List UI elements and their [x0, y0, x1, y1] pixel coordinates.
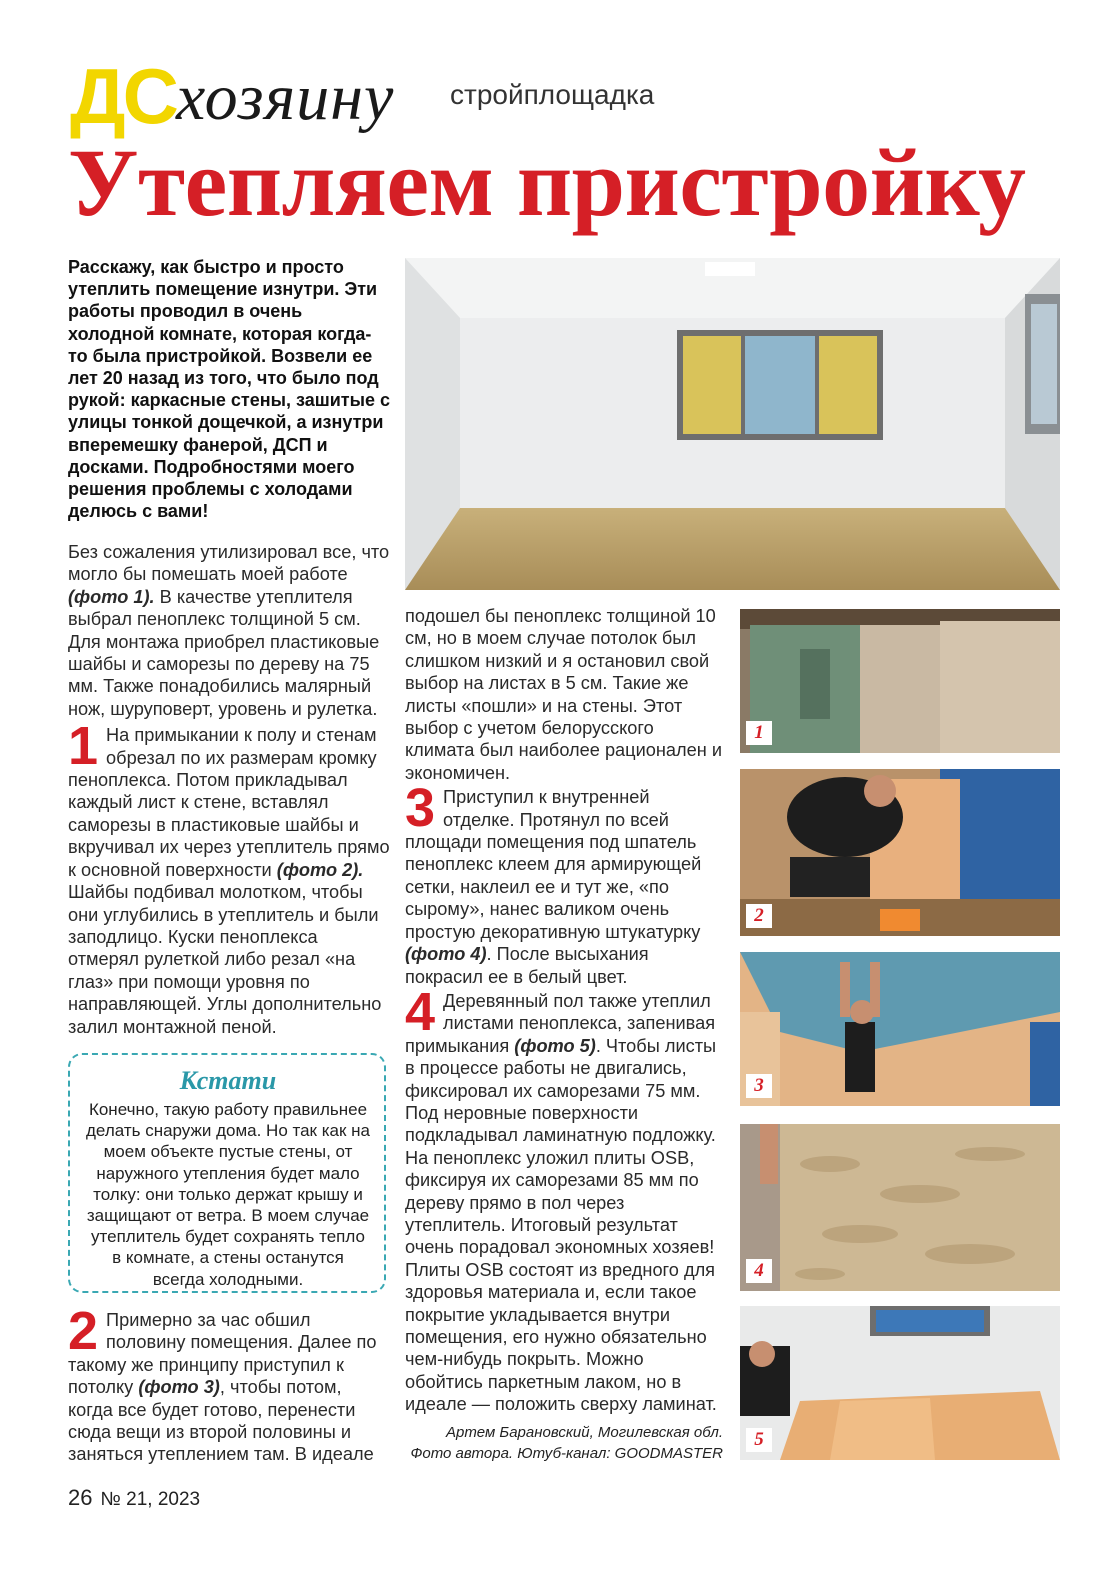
step3-text: Приступил к внутренней отделке. Протянул по всей площади помещения под шпатель пеноплекс клеем для армирующей сетки, наклеил ее и тут же, «по сырому», нанес валиком очень простую декоративную штукатурку	[405, 787, 702, 942]
step-number-3: 3	[405, 778, 436, 839]
photo-ref-3: (фото 3)	[138, 1377, 220, 1398]
caption-block	[405, 1422, 723, 1464]
step-number-2: 2	[68, 1301, 99, 1361]
photo-number-4: 4	[746, 1259, 772, 1283]
photo-number-1: 1	[746, 721, 772, 745]
left-column	[68, 541, 390, 1038]
photo-ref-5: (фото 5)	[514, 1035, 596, 1056]
kstati-title: Кстати	[179, 1066, 277, 1095]
photo-number-3: 3	[746, 1074, 772, 1098]
author-line: Артем Барановский, Могилевская обл.	[445, 1424, 723, 1441]
brand-host: хозяину	[176, 61, 395, 134]
photo-ref-2: (фото 2).	[276, 859, 364, 880]
step3-paragraph	[405, 778, 725, 988]
step-number-4: 4	[405, 981, 436, 1042]
step4-paragraph	[405, 981, 725, 1259]
brand-ds: ДС	[70, 52, 176, 140]
article-title: Утепляем пристройку	[68, 129, 1026, 236]
step2-text: Примерно за час обшил половину помещения. Далее по такому же принципу приступил к потолку	[68, 1310, 377, 1398]
step4-text: Деревянный пол также утеплил листами пеноплекса, запенивая примыкания	[405, 990, 716, 1056]
photo-number-5: 5	[746, 1428, 772, 1452]
page-footer	[68, 1485, 200, 1511]
intro-paragraph	[68, 541, 390, 720]
step-number-1: 1	[68, 716, 99, 777]
step1-paragraph	[68, 716, 390, 1038]
photo-ref-4: (фото 4)	[405, 944, 487, 965]
photo-3	[740, 952, 1060, 1106]
photo-ref-1: (фото 1).	[68, 586, 155, 607]
section-label: стройплощадка	[450, 79, 655, 110]
photo-5	[740, 1306, 1060, 1460]
issue-number: № 21, 2023	[100, 1489, 201, 1510]
kstati-text: Конечно, такую работу правильнее делать снаружи дома. Но так как на моем объекте пустые стены, от наружного утепления будет мало толку: они только держат крышу и защищают от ветра. В моем случае утеплитель будет сохранять тепло в комнате, а стены останутся всегда холодными.	[86, 1100, 370, 1289]
main-photo	[405, 258, 1060, 590]
photo-number-2: 2	[746, 904, 772, 928]
photo-2	[740, 769, 1060, 936]
photo-1	[740, 609, 1060, 753]
credit-line: Фото автора. Ютуб-канал: GOODMASTER	[410, 1445, 723, 1462]
step1-text2: Шайбы подбивал молотком, чтобы они углубились в утеплитель и были заподлицо. Куски пеноплекса отмерял рулеткой либо резал «на глаз» при помощи уровня по направляющей. Углы дополнительно залил монтажной пеной.	[68, 882, 382, 1037]
step2-paragraph	[68, 1301, 390, 1466]
step2-text2: , чтобы потом, когда все будет готово, перенести сюда вещи из второй половины и заняться утеплением там. В идеале	[68, 1377, 374, 1465]
step1-text: На примыкании к полу и стенам обрезал по их размерам кромку пеноплекса. Потом прикладывал каждый лист к стене, вставлял саморезы в пластиковые шайбы и вкручивал их через утеплитель прямо к основной поверхности	[68, 725, 390, 880]
intro-text2: В качестве утеплителя выбрал пеноплекс толщиной 5 см. Для монтажа приобрел пластиковые шайбы и саморезы по дереву на 75 мм. Также понадобились малярный нож, шуруповерт, уровень и рулетка.	[68, 586, 380, 719]
col2-continuation: подошел бы пеноплекс толщиной 10 см, но в моем случае потолок был слишком низкий и я остановил свой выбор на листах в 5 см. Такие же листы «пошли» и на стены. Этот выбор с учетом белорусского климата был наиболее рационален и экономичен.	[405, 606, 723, 783]
intro-text: Без сожаления утилизировал все, что могло бы помешать моей работе	[68, 542, 390, 585]
osb-note: Плиты OSB состоят из вредного для здоровья материала и, если такое покрытие укладывается внутри помещения, его нужно обязательно чем-нибудь покрыть. Можно обойтись паркетным лаком, но в идеале — положить сверху ламинат.	[405, 1259, 717, 1415]
step3-text2: . После высыхания покрасил ее в белый цвет.	[405, 944, 649, 987]
kstati-box	[68, 1053, 386, 1293]
page-number: 26	[68, 1485, 93, 1510]
middle-column	[405, 605, 725, 1416]
lead-paragraph: Расскажу, как быстро и просто утеплить помещение изнутри. Эти работы проводил в очень холодной комнате, которая когда-то была пристройкой. Возвели ее лет 20 назад из того, что было под рукой: каркасные стены, зашитые с улицы тонкой дощечкой, а изнутри вперемешку фанерой, ДСП и досками. Подробностями моего решения проблемы с холодами делюсь с вами!	[68, 257, 390, 522]
step4-text2: . Чтобы листы в процессе работы не двигались, фиксировал их саморезами 75 мм. Под неровные поверхности подкладывал ламинатную подложку. На пеноплекс уложил плиты OSB, фиксируя их саморезами 85 мм по дереву прямо в пол через утеплитель. Итоговый результат очень порадовал экономных хозяев!	[405, 1035, 717, 1258]
photo-4	[740, 1124, 1060, 1291]
step2-block	[68, 1301, 390, 1466]
